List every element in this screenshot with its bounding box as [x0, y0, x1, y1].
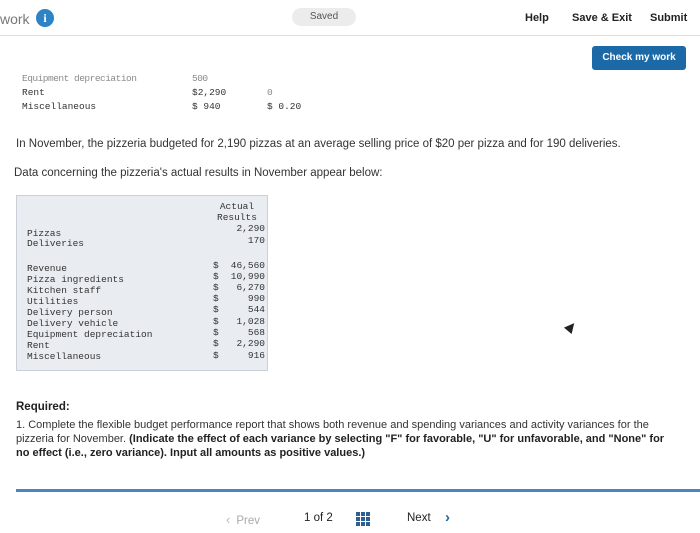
dollar-sign: $ — [213, 338, 219, 349]
dollar-sign: $ — [213, 271, 219, 282]
cost-line-value: $ 940 — [192, 101, 221, 112]
line-item-label: Pizza ingredients — [27, 274, 124, 285]
line-item-value: 6,270 — [236, 282, 265, 293]
save-exit-link[interactable]: Save & Exit — [572, 12, 632, 24]
line-item-value: 10,990 — [230, 271, 265, 282]
dollar-sign: $ — [213, 282, 219, 293]
dollar-sign: $ — [213, 316, 219, 327]
help-link[interactable]: Help — [525, 12, 549, 24]
header-line-results: Results — [217, 212, 257, 223]
activity-label: Deliveries — [27, 238, 85, 249]
actual-results-table — [16, 195, 268, 371]
saved-status-badge: Saved — [292, 8, 356, 26]
activity-value: 170 — [247, 235, 265, 246]
cost-line — [22, 101, 322, 115]
line-item-label: Utilities — [27, 296, 79, 307]
dollar-sign: $ — [213, 327, 219, 338]
line-item-value: 990 — [247, 293, 265, 304]
line-item-label: Revenue — [27, 263, 67, 274]
line-item-label: Rent — [27, 340, 50, 351]
cost-line — [22, 87, 322, 101]
brand-fragment: work — [0, 11, 30, 27]
dollar-sign: $ — [213, 350, 219, 361]
instructions-plain: 1. Complete the flexible budget performance report that shows both revenue and spending variances and activity variances for the pizzeria for November. — [16, 419, 649, 445]
cost-line-rate: $ 0.20 — [267, 101, 302, 112]
activity-label: Pizzas — [27, 228, 62, 239]
chevron-right-icon[interactable]: › — [445, 509, 450, 526]
cost-line-rate: 0 — [267, 87, 273, 98]
activity-value: 2,290 — [236, 223, 265, 234]
line-item-label: Kitchen staff — [27, 285, 102, 296]
line-item-label: Delivery person — [27, 307, 113, 318]
info-icon[interactable]: i — [36, 9, 54, 27]
mouse-cursor-icon — [564, 320, 578, 334]
check-my-work-button[interactable]: Check my work — [592, 46, 686, 70]
previous-cost-lines — [22, 73, 322, 115]
instructions-bold: (Indicate the effect of each variance by selecting "F" for favorable, "U" for unfavorable, and "None" for no effect (i.e., zero variance). Input all amounts as positive values.) — [16, 433, 665, 459]
cost-line — [22, 73, 322, 87]
cost-line-label: Miscellaneous — [22, 101, 97, 112]
line-item-value: 916 — [247, 350, 265, 361]
pagination-bar — [0, 505, 700, 533]
dollar-sign: $ — [213, 293, 219, 304]
line-item-value: 1,028 — [236, 316, 265, 327]
table-header — [217, 201, 257, 223]
submit-link[interactable]: Submit — [650, 12, 688, 24]
line-item-value: 568 — [247, 327, 265, 338]
actual-results-intro-text: Data concerning the pizzeria's actual results in November appear below: — [14, 167, 383, 179]
line-item-value: 46,560 — [230, 260, 265, 271]
cost-line-value: $2,290 — [192, 87, 227, 98]
line-item-label: Miscellaneous — [27, 351, 102, 362]
top-bar — [0, 0, 700, 36]
section-divider — [16, 489, 700, 492]
line-item-value: 544 — [247, 304, 265, 315]
line-item-value: 2,290 — [236, 338, 265, 349]
cost-line-value: 500 — [192, 73, 208, 84]
budget-intro-text: In November, the pizzeria budgeted for 2,190 pizzas at an average selling price of $20 per pizza and for 190 deliveries. — [16, 138, 621, 150]
header-line-actual: Actual — [219, 201, 255, 212]
prev-button[interactable]: ‹ Prev — [226, 512, 260, 527]
line-item-label: Equipment depreciation — [27, 329, 153, 340]
page-indicator: 1 of 2 — [304, 512, 333, 524]
next-button[interactable]: Next — [407, 512, 431, 524]
dollar-sign: $ — [213, 304, 219, 315]
required-heading: Required: — [16, 401, 70, 413]
cost-line-label: Rent — [22, 87, 45, 98]
grid-icon[interactable] — [356, 512, 370, 526]
required-instructions — [16, 418, 680, 460]
cost-line-label: Equipment depreciation — [22, 73, 137, 84]
dollar-sign: $ — [213, 260, 219, 271]
line-item-label: Delivery vehicle — [27, 318, 119, 329]
